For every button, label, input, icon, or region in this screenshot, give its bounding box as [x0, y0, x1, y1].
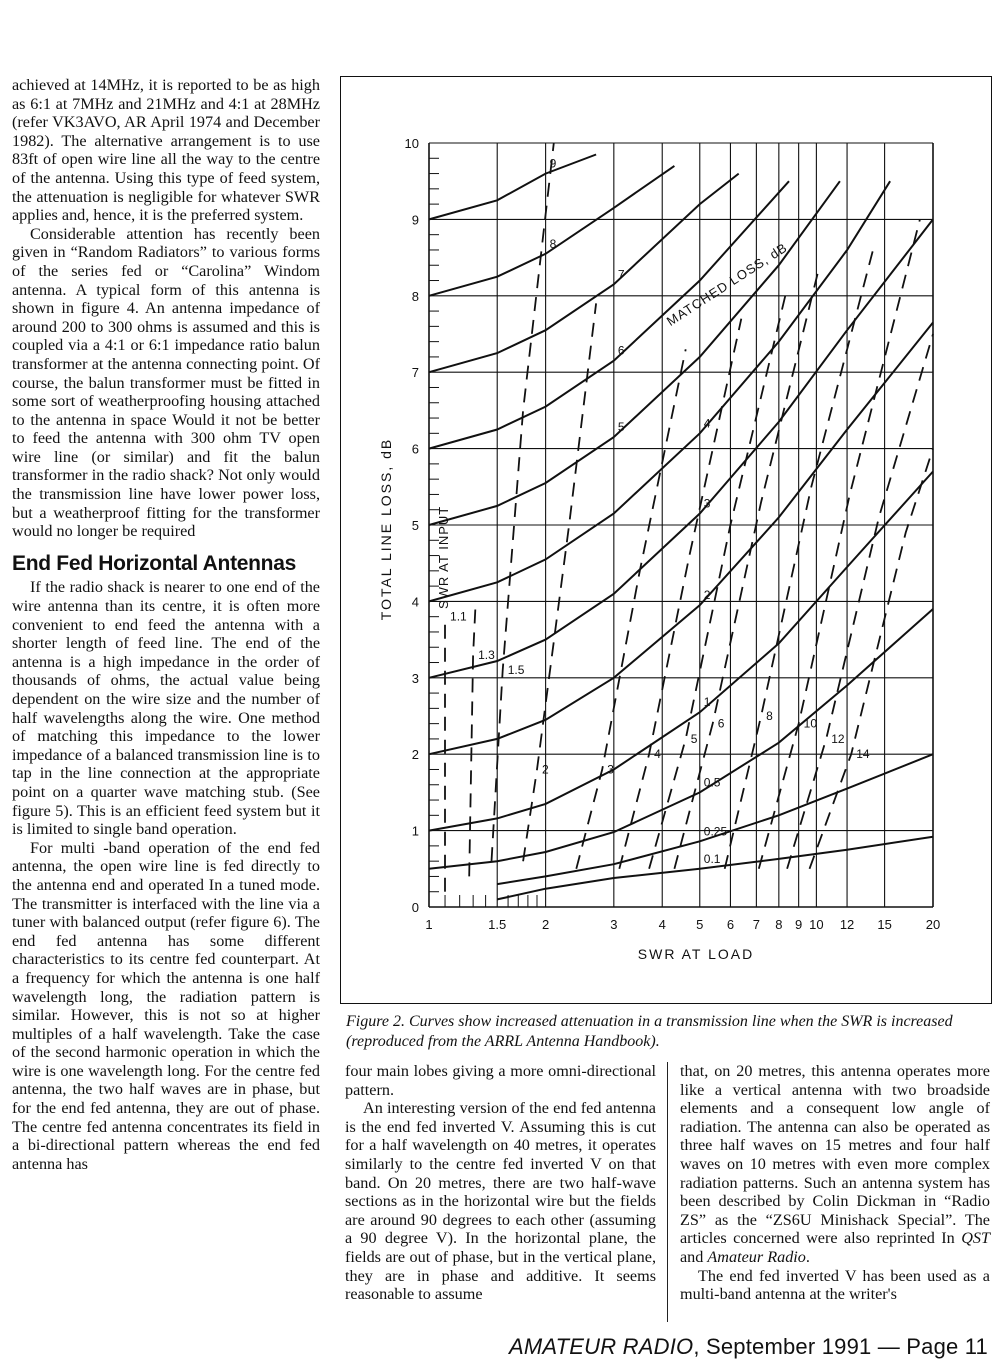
matched-loss-label: 2 — [703, 588, 711, 603]
right-column — [680, 1062, 990, 1304]
y-tick-label: 0 — [411, 900, 419, 915]
swr-input-label: 12 — [831, 731, 845, 746]
matched-loss-curve — [429, 181, 840, 525]
y-tick-label: 6 — [411, 441, 419, 457]
x-tick-label: 1.5 — [488, 917, 507, 932]
left-column — [12, 76, 320, 1173]
magazine-name: AMATEUR RADIO — [509, 1334, 694, 1359]
y-tick-label: 10 — [404, 136, 419, 151]
paragraph: The end fed inverted V has been used as a multi-band antenna at the writer's — [680, 1266, 990, 1304]
x-tick-label: 3 — [610, 917, 618, 932]
swr-input-curve — [523, 303, 596, 861]
matched-loss-label: 6 — [617, 343, 625, 358]
swr-input-label: 1.5 — [507, 663, 525, 678]
swr-input-label: 8 — [766, 709, 773, 723]
paragraph: that, on 20 metres, this antenna operates more like a vertical antenna with two broadside elements and a consequent low angle of radiation. The antenna can also be operated as three half waves on 15 metres and four half waves on 10 metres with even more complex radiation patterns. Such an antenna system has been described by Colin Dickman in “Radio ZS” as the “ZS6U Minishack Special”. The articles concerned were also reprinted In QST and Amateur Radio. — [680, 1062, 990, 1266]
footer-date-page: , September 1991 — Page 11 — [693, 1334, 988, 1359]
x-tick-label: 9 — [795, 917, 803, 932]
x-tick-label: 12 — [839, 917, 855, 932]
swr-input-label: 4 — [654, 747, 661, 762]
x-tick-label: 20 — [925, 917, 941, 932]
matched-loss-label: 1 — [703, 695, 711, 710]
matched-loss-curve — [429, 181, 890, 601]
curve-family-label: SWR AT INPUT — [436, 505, 452, 610]
curve-family-label: MATCHED LOSS, dB — [663, 239, 791, 329]
magazine-title: Amateur Radio — [707, 1247, 806, 1266]
y-tick-label: 3 — [411, 670, 419, 686]
swr-input-label: 3 — [607, 762, 614, 777]
matched-loss-curve — [429, 155, 596, 220]
swr-loss-chart — [341, 77, 991, 1003]
swr-input-curve — [759, 219, 920, 868]
swr-input-curve — [619, 319, 741, 869]
paragraph: Considerable attention has recently been given in “Random Radiators” to various forms of the series fed or “Carolina” Windom antenna. A typical form of this antenna is shown in figure 4. An antenna impedance of around 200 to 300 ohms is assumed and this is coupled via a 4:1 or 6:1 impedance ratio balun transformer at the antenna connecting point. Of course, the balun transformer must be fitted in some sort of weatherproofing housing attached to the antenna in space Would it not be better to feed the antenna with 300 ohm TV open wire line (or similar) and fit the balun transformer in the radio shack? Not only would the transmission line have lower power loss, but a weatherproof fitting for the transformer would no longer be required — [12, 224, 320, 541]
paragraph: If the radio shack is nearer to one end of the wire antenna than its centre, it is often more convenient to end feed the antenna with a shorter length of feed line. The end of the antenna is a high impedance in the order of thousands of ohms, the actual value being dependent on the wire size and the number of half wavelengths along the wire. One method of matching this impedance to the lower impedance of a balanced transmission line is to tap in the line connection at the appropriate point on a quarter wave matching stub. (See figure 5). This is an efficient feed system but it is limited to single band operation. — [12, 578, 320, 839]
x-axis-label: SWR AT LOAD — [637, 946, 755, 962]
matched-loss-label: 0.1 — [703, 851, 721, 866]
y-tick-label: 5 — [411, 518, 419, 533]
middle-column — [345, 1062, 656, 1304]
swr-input-label: 10 — [803, 716, 818, 731]
matched-loss-curve — [429, 166, 674, 296]
swr-input-label: 2 — [541, 762, 549, 777]
matched-loss-label: 3 — [703, 496, 711, 511]
x-tick-label: 7 — [752, 917, 760, 932]
x-tick-label: 4 — [658, 917, 666, 932]
matched-loss-label: 0.25 — [703, 824, 728, 839]
matched-loss-label: 0.5 — [703, 775, 721, 790]
paragraph: For multi -band operation of the end fed antenna, the open wire line is fed directly to the antenna end and operated In a tuned mode. The transmitter is interfaced with the line via a tuner with balanced output (refer figure 6). The end fed antenna has some different characteristics to its centre fed counterpart. At a frequency for which the antenna is one half wavelength long, the radiation pattern is similar. However, this is not so at higher multiples of a half wavelength. Take the case of the second harmonic operation in which the wire is one wavelength long. For the centre fed antenna, the two half waves are in phase, but for the end fed antenna, they are out of phase. The centre fed antenna concentrates its field in a bi-directional pattern whereas the end fed antenna has — [12, 838, 320, 1173]
y-tick-label: 7 — [411, 365, 419, 381]
figure-frame — [340, 76, 992, 1004]
swr-input-label: 6 — [717, 716, 725, 731]
matched-loss-curve — [429, 323, 933, 755]
swr-input-curve — [492, 143, 554, 861]
matched-loss-label: 7 — [617, 267, 625, 282]
x-tick-label: 1 — [425, 917, 433, 932]
x-tick-label: 10 — [809, 917, 824, 932]
y-tick-label: 4 — [411, 594, 419, 610]
y-tick-label: 2 — [411, 747, 419, 763]
x-tick-label: 2 — [541, 917, 550, 932]
matched-loss-label: 5 — [617, 420, 625, 435]
section-heading: End Fed Horizontal Antennas — [12, 551, 296, 575]
swr-input-curve — [469, 601, 476, 876]
swr-input-label: 1.1 — [450, 609, 467, 624]
swr-input-label: 14 — [856, 747, 870, 762]
column-divider — [667, 1062, 668, 1322]
swr-input-label: 1.3 — [478, 647, 495, 662]
matched-loss-label: 8 — [549, 236, 557, 251]
page-footer — [509, 1334, 988, 1360]
magazine-title: QST — [961, 1229, 990, 1248]
x-tick-label: 15 — [877, 917, 892, 932]
y-tick-label: 1 — [411, 823, 419, 839]
y-tick-label: 9 — [411, 212, 419, 228]
figure-caption: Figure 2. Curves show increased attenuation in a transmission line when the SWR is increased (reproduced from the ARRL Antenna Handbook). — [346, 1013, 953, 1050]
swr-input-curve — [810, 449, 934, 869]
paragraph: achieved at 14MHz, it is reported to be as high as 6:1 at 7MHz and 21MHz and 4:1 at 28MHz (refer VK3AVO, AR April 1974 and December 1982). The alternative arrangement is to use 83ft of open wire line all the way to the centre of the antenna. Using this type of feed system, the attenuation is negligible for whatever SWR applies and, hence, it is the preferred system. — [12, 76, 320, 225]
y-axis-label: TOTAL LINE LOSS, dB — [378, 437, 394, 621]
x-tick-label: 8 — [775, 917, 783, 932]
y-tick-label: 8 — [411, 288, 419, 304]
matched-loss-label: 9 — [549, 156, 557, 171]
swr-input-label: 5 — [690, 731, 698, 746]
paragraph: An interesting version of the end fed antenna is the end fed inverted V. Assuming this is cut for a half wavelength on 40 metres, it operates similarly to the centre fed inverted V on that band. On 20 metres, there are two half-wave sections as in the horizontal wire but the fields are around 90 degrees to each other (assuming a 90 degree V). In the horizontal plane, the fields are out of phase, but in the vertical plane, they are in phase and additive. It seems reasonable to assume — [345, 1099, 656, 1304]
x-tick-label: 6 — [726, 917, 735, 932]
matched-loss-label: 4 — [703, 416, 711, 431]
paragraph: four main lobes giving a more omni-directional pattern. — [345, 1062, 656, 1099]
x-tick-label: 5 — [696, 917, 704, 932]
matched-loss-curve — [429, 174, 739, 373]
